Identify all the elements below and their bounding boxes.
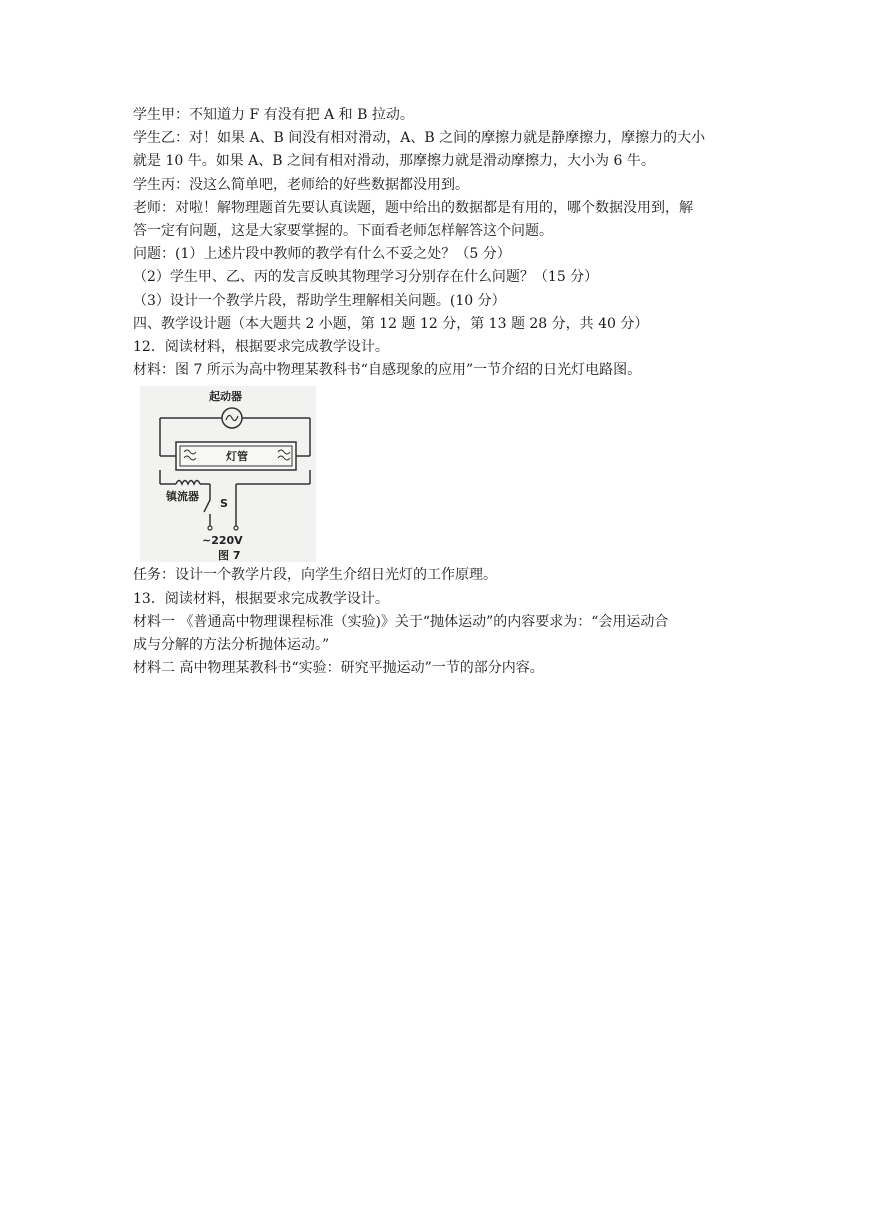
text-line-student-a: 学生甲：不知道力 F 有没有把 A 和 B 拉动。 (133, 107, 414, 123)
switch-label: S (220, 497, 228, 511)
fluorescent-lamp-circuit-figure (140, 386, 316, 562)
terminal-right-icon (234, 526, 238, 530)
text-line-teacher-1: 老师：对啦！解物理题首先要认真读题，题中给出的数据都是有用的，哪个数据没用到，解 (133, 199, 693, 216)
question-1: 问题：(1）上述片段中教师的教学有什么不妥之处？（5 分） (133, 246, 511, 263)
question-13-intro: 13．阅读材料，根据要求完成教学设计。 (133, 590, 389, 607)
terminal-left-icon (208, 526, 212, 530)
document-page (133, 104, 753, 680)
section-heading-4: 四、教学设计题（本大题共 2 小题，第 12 题 12 分，第 13 题 28 分，共 40 分） (133, 315, 649, 332)
question-2: （2）学生甲、乙、丙的发言反映其物理学习分别存在什么问题？（15 分） (133, 269, 599, 286)
material-2-line: 材料二 高中物理某教科书“实验：研究平抛运动”一节的部分内容。 (133, 660, 544, 677)
task-line: 任务：设计一个教学片段，向学生介绍日光灯的工作原理。 (133, 567, 497, 584)
text-line-student-b-1: 学生乙：对！如果 A、B 间没有相对滑动，A、B 之间的摩擦力就是静摩擦力，摩擦力的大小 (133, 130, 706, 147)
ballast-label: 镇流器 (166, 490, 199, 504)
text-line-student-c: 学生丙：没这么简单吧，老师给的好些数据都没用到。 (133, 176, 469, 193)
circuit-diagram (140, 386, 316, 562)
text-line-student-b-2: 就是 10 牛。如果 A、B 之间有相对滑动，那摩擦力就是滑动摩擦力，大小为 6 牛。 (133, 153, 655, 170)
material-1-line-1: 材料一 《普通高中物理课程标准（实验)》关于“抛体运动”的内容要求为：“会用运动合 (133, 613, 669, 630)
tube-label: 灯管 (226, 450, 248, 464)
question-12-intro: 12．阅读材料，根据要求完成教学设计。 (133, 339, 389, 356)
ballast-coil-icon (176, 481, 200, 485)
text-line-teacher-2: 答一定有问题，这是大家要掌握的。下面看老师怎样解答这个问题。 (133, 223, 553, 240)
voltage-label: ~220V (202, 534, 243, 548)
starter-element-icon (226, 416, 238, 421)
material-1-line-2: 成与分解的方法分析抛体运动。” (133, 637, 330, 654)
figure-caption: 图 7 (218, 549, 241, 563)
switch-blade-icon (204, 500, 210, 512)
question-12-material: 材料：图 7 所示为高中物理某教科书“自感现象的应用”一节介绍的日光灯电路图。 (133, 362, 642, 379)
question-3: （3）设计一个教学片段，帮助学生理解相关问题。(10 分） (133, 292, 506, 309)
starter-label: 起动器 (209, 390, 242, 404)
